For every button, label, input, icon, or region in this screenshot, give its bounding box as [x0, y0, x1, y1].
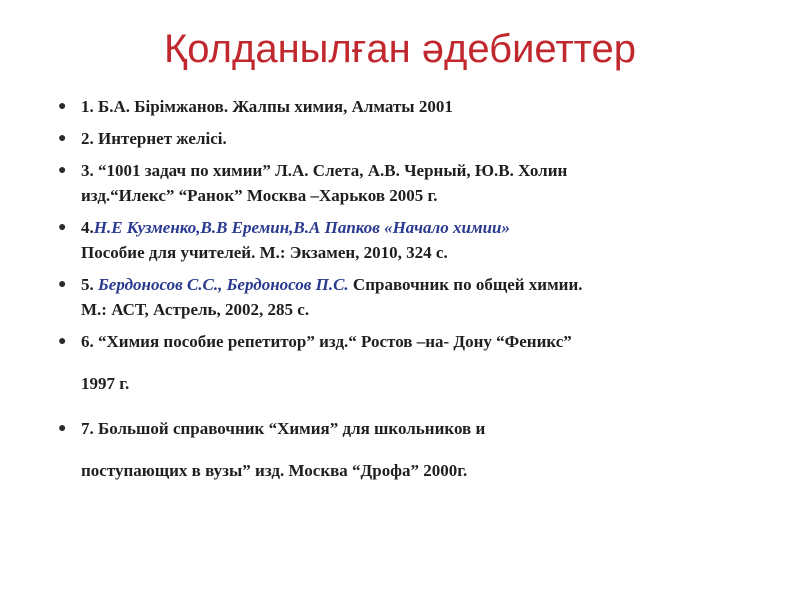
reference-text-line-2: М.: АСТ, Астрель, 2002, 285 с. [81, 300, 310, 319]
reference-text-line-1: 3. “1001 задач по химии” Л.А. Слета, А.В. Черный, Ю.В. Холин [81, 161, 568, 180]
bullet-dot-icon: ● [58, 131, 67, 146]
reference-text: 1. Б.А. Бірімжанов. Жалпы химия, Алматы 2001 [81, 97, 453, 116]
bullet-dot-icon: ● [58, 99, 67, 114]
reference-text-line-2: поступающих в вузы” изд. Москва “Дрофа” 2000г. [81, 461, 468, 480]
bullet-dot-icon: ● [58, 277, 67, 292]
reference-authors-title: Н.Е Кузменко,В.В Еремин,В.А Папков «Начало химии» [93, 218, 510, 237]
reference-title: Справочник по общей химии. [348, 275, 583, 294]
reference-item-6 [56, 329, 776, 396]
reference-authors: Бердоносов С.С., Бердоносов П.С. [98, 275, 349, 294]
reference-item-4 [56, 215, 776, 265]
reference-item-5 [56, 272, 776, 322]
bullet-dot-icon: ● [58, 334, 67, 349]
bullet-dot-icon: ● [58, 421, 67, 436]
reference-text-line-1: 7. Большой справочник “Химия” для школьников и [81, 419, 486, 438]
reference-item-2 [56, 126, 776, 151]
reference-text-line-1 [81, 272, 776, 297]
reference-list [56, 94, 776, 483]
reference-text-line-2: изд.“Илекс” “Ранок” Москва –Харьков 2005 г. [81, 186, 438, 205]
reference-item-7 [56, 416, 776, 483]
reference-text-line-2: Пособие для учителей. М.: Экзамен, 2010, 324 с. [81, 243, 448, 262]
reference-text-line-2: 1997 г. [81, 374, 130, 393]
reference-number: 4. [81, 218, 94, 237]
reference-item-3 [56, 158, 776, 208]
reference-item-1 [56, 94, 776, 119]
reference-text-line-1 [81, 215, 776, 240]
reference-text: 2. Интернет желісі. [81, 129, 227, 148]
slide-title: Қолданылған әдебиеттер [163, 27, 637, 71]
bullet-dot-icon: ● [58, 163, 67, 178]
reference-number: 5. [81, 275, 98, 294]
bullet-dot-icon: ● [58, 220, 67, 235]
reference-text-line-1: 6. “Химия пособие репетитор” изд.“ Ростов –на- Дону “Феникс” [81, 332, 572, 351]
